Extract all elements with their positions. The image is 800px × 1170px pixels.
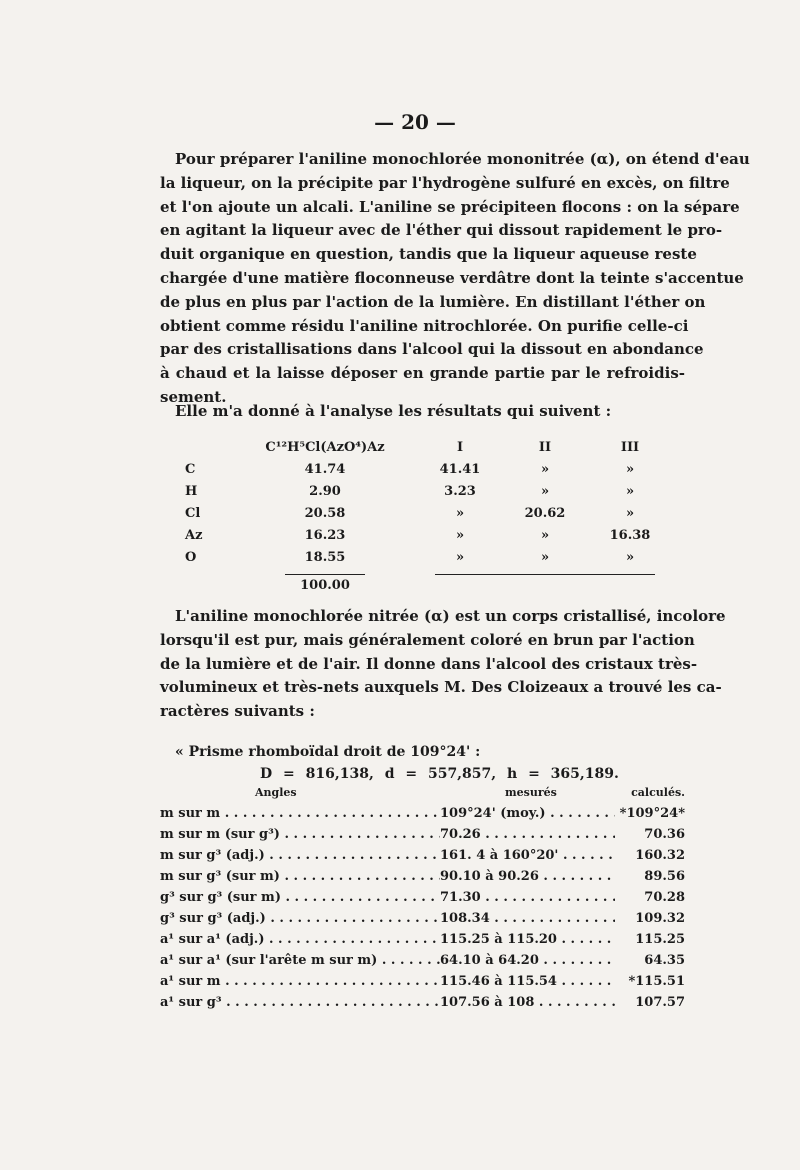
total-value: 100.00 (300, 578, 350, 593)
analysis-I: 3.23 (444, 484, 476, 499)
angle-row (160, 932, 685, 953)
angle-label: a¹ sur a¹ (sur l'arête m sur m) . . . (160, 953, 440, 968)
composition-row (185, 484, 665, 506)
angle-row (160, 848, 685, 869)
composition-row (185, 506, 665, 528)
text-line: volumineux et très-nets auxquels M. Des Cloizeaux a trouvé les ca- (160, 678, 722, 697)
composition-row (185, 550, 665, 572)
angles-table-header (160, 786, 685, 802)
paragraph-analysis (160, 400, 685, 424)
element-symbol: C (185, 462, 196, 477)
formula-header: C¹²H⁵Cl(AzO⁴)Az (265, 440, 385, 455)
measured-value: 161. 4 à 160°20' . . . (440, 848, 620, 863)
text-line: en agitant la liqueur avec de l'éther qui dissout rapidement le pro- (160, 221, 723, 240)
analysis-III: » (625, 484, 635, 499)
column-header-III: III (620, 440, 640, 455)
calculated-value: 107.57 (615, 995, 685, 1010)
paragraph-description (160, 605, 726, 724)
crystal-parameters: D = 816,138, d = 557,857, h = 365,189. (260, 766, 619, 782)
text-line: de plus en plus par l'action de la lumière. En distillant l'éther on (160, 292, 706, 311)
text-line: chargée d'une matière floconneuse verdâtre dont la teinte s'accentue (160, 268, 744, 287)
composition-total-row (185, 578, 665, 600)
measured-value: 115.46 à 115.54 . . . (440, 974, 620, 989)
angle-row (160, 953, 685, 974)
analysis-III: 16.38 (609, 528, 651, 543)
angle-label: g³ sur g³ (sur m) . . . (160, 890, 440, 905)
paragraph-preparation (160, 148, 750, 410)
angle-label: g³ sur g³ (adj.) . . . (160, 911, 440, 926)
sum-rule (285, 574, 365, 575)
analysis-II: » (540, 550, 550, 565)
measured-value: 107.56 à 108 . . . (440, 995, 620, 1010)
text-line: duit organique en question, tandis que la liqueur aqueuse reste (160, 245, 697, 264)
analysis-II: 20.62 (524, 506, 566, 521)
measured-value: 64.10 à 64.20 . . . (440, 953, 620, 968)
calculated-value: *109°24* (615, 806, 685, 821)
calculated-value: 70.28 (615, 890, 685, 905)
calculated-value: 20.58 (304, 506, 346, 521)
columns-rule (435, 574, 655, 575)
element-symbol: H (185, 484, 198, 499)
angle-row (160, 911, 685, 932)
composition-table (185, 440, 665, 600)
measured-header: mesurés (505, 786, 557, 799)
angle-label: m sur g³ (adj.) . . . (160, 848, 440, 863)
analysis-III: » (625, 462, 635, 477)
page-number: — 20 — (374, 110, 456, 134)
element-symbol: Az (185, 528, 203, 543)
text-line: lorsqu'il est pur, mais généralement coloré en brun par l'action (160, 630, 695, 649)
analysis-III: » (625, 506, 635, 521)
angle-row (160, 890, 685, 911)
measured-value: 108.34 . . . (440, 911, 620, 926)
angle-row (160, 827, 685, 848)
analysis-II: » (540, 484, 550, 499)
composition-row (185, 528, 665, 550)
calculated-value: 115.25 (615, 932, 685, 947)
angles-header: Angles (255, 786, 297, 799)
calculated-value: 64.35 (615, 953, 685, 968)
text-line: Pour préparer l'aniline monochlorée mononitrée (α), on étend d'eau (175, 150, 750, 168)
angle-row (160, 995, 685, 1016)
calculated-value: 2.90 (309, 484, 341, 499)
calculated-value: 89.56 (615, 869, 685, 884)
calculated-value: 16.23 (304, 528, 346, 543)
element-symbol: Cl (185, 506, 201, 521)
text-line: de la lumière et de l'air. Il donne dans l'alcool des cristaux très- (160, 654, 698, 673)
calculated-value: 18.55 (304, 550, 346, 565)
angle-row (160, 806, 685, 827)
measured-value: 90.10 à 90.26 . . . (440, 869, 620, 884)
composition-row (185, 462, 665, 484)
calculated-value: *115.51 (615, 974, 685, 989)
text-line: L'aniline monochlorée nitrée (α) est un corps cristallisé, incolore (175, 607, 726, 625)
element-symbol: O (185, 550, 197, 565)
measured-value: 115.25 à 115.20 . . . (440, 932, 620, 947)
calculated-value: 160.32 (615, 848, 685, 863)
composition-header-row (185, 440, 665, 462)
text-line: Elle m'a donné à l'analyse les résultats qui suivent : (175, 402, 612, 420)
calculated-value: 109.32 (615, 911, 685, 926)
calculated-value: 70.36 (615, 827, 685, 842)
column-header-II: II (538, 440, 552, 455)
calculated-header: calculés. (631, 786, 685, 799)
analysis-II: » (540, 462, 550, 477)
crystal-quote: « Prisme rhomboïdal droit de 109°24' : (175, 744, 481, 760)
text-line: et l'on ajoute un alcali. L'aniline se précipiteen flocons : on la sépare (160, 197, 740, 216)
angles-table (160, 806, 685, 1016)
calculated-value: 41.74 (304, 462, 346, 477)
analysis-I: » (455, 528, 465, 543)
angle-label: a¹ sur a¹ (adj.) . . . (160, 932, 440, 947)
analysis-I: » (455, 506, 465, 521)
angle-label: m sur m (sur g³) . . . (160, 827, 440, 842)
column-header-I: I (456, 440, 464, 455)
measured-value: 109°24' (moy.) . . . (440, 806, 620, 821)
angle-label: m sur m . . . (160, 806, 440, 821)
angle-row (160, 869, 685, 890)
text-line: sement. (160, 387, 227, 406)
text-line: obtient comme résidu l'aniline nitrochlorée. On purifie celle-ci (160, 316, 689, 335)
angle-row (160, 974, 685, 995)
analysis-I: 41.41 (439, 462, 481, 477)
analysis-II: » (540, 528, 550, 543)
analysis-I: » (455, 550, 465, 565)
text-line: ractères suivants : (160, 702, 315, 721)
analysis-III: » (625, 550, 635, 565)
angle-label: m sur g³ (sur m) . . . (160, 869, 440, 884)
text-line: à chaud et la laisse déposer en grande partie par le refroidis- (160, 364, 685, 383)
text-line: la liqueur, on la précipite par l'hydrogène sulfuré en excès, on filtre (160, 173, 730, 192)
angle-label: a¹ sur g³ . . . (160, 995, 440, 1010)
measured-value: 71.30 . . . (440, 890, 620, 905)
text-line: par des cristallisations dans l'alcool qui la dissout en abondance (160, 340, 704, 359)
angle-label: a¹ sur m . . . (160, 974, 440, 989)
measured-value: 70.26 . . . (440, 827, 620, 842)
